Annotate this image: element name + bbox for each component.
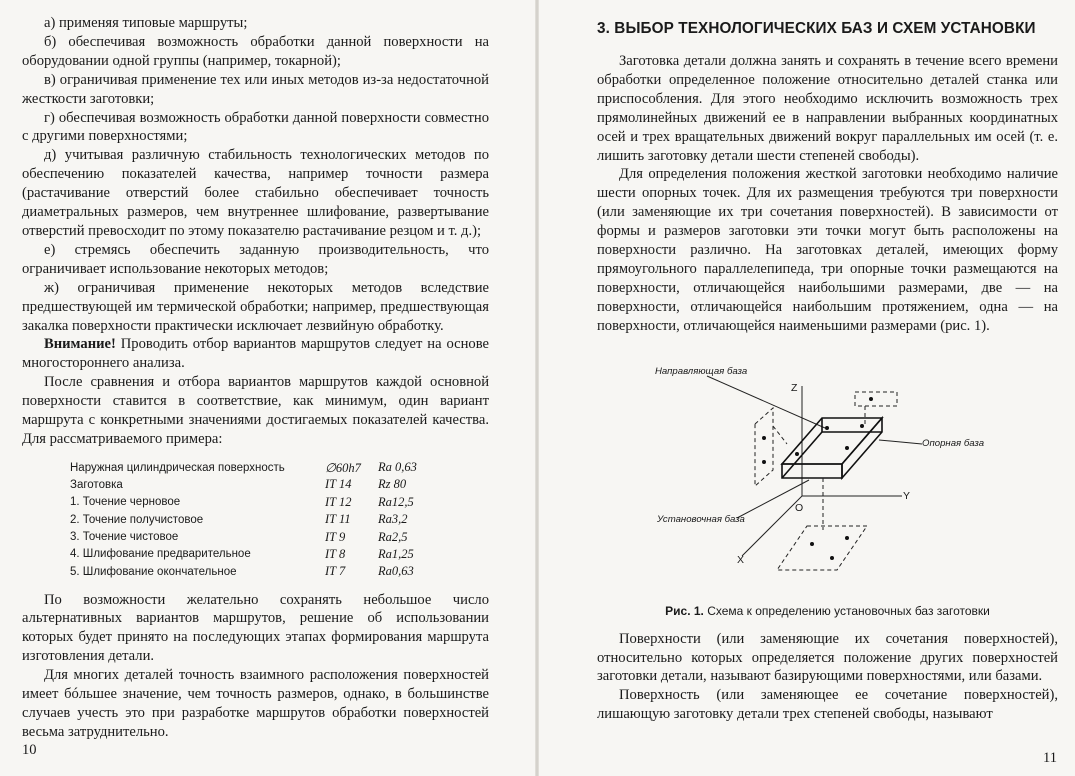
axis-z-label: Z <box>791 381 798 394</box>
table-cell-name: Наружная цилиндрическая поверхность <box>70 461 285 474</box>
label-guide-base: Направляющая база <box>655 365 748 377</box>
table-cell-rough: Ra12,5 <box>378 494 414 509</box>
table-cell-rough: Ra 0,63 <box>378 460 417 475</box>
axis-x-label: X <box>737 553 745 566</box>
list-item-a: а) применяя типовые маршруты; <box>44 15 248 31</box>
table-cell-rough: Ra3,2 <box>378 512 408 527</box>
attention-label: Внимание! <box>44 336 116 353</box>
page-number-right: 11 <box>1043 750 1057 766</box>
table-row <box>70 459 417 476</box>
table-cell-tol: IT 14 <box>325 477 352 492</box>
paragraph-4: Поверхность (или заменяющее ее сочетание поверхностей), лишающую заготовку детали трех степеней свободы, называют <box>597 687 1058 723</box>
table-row <box>70 528 417 545</box>
paragraph-2: Для определения положения жесткой заготовки необходимо наличие шести опорных точек. Для их размещения требуются три поверхности (или заменяющие их три сочетания поверхностей). В зависимости от формы и размеров заготовки эти точки могут быть расположены на поверхности различно. На заготовках деталей, имеющих форму прямоугольного параллелепипеда, три опорные точки размещаются на поверхности, отличающейся наибольшими размерами, две — на поверхности, отличающейся наибольшим протяжением, одна — на поверхности, отличающейся наименьшими размерами (рис. 1). <box>597 166 1058 334</box>
attention-text: Проводить отбор вариантов маршрутов следует на основе многостороннего анализа. <box>22 336 489 372</box>
left-page <box>0 0 537 776</box>
table-cell-rough: Ra2,5 <box>378 529 408 544</box>
base-scheme-diagram <box>597 366 1057 598</box>
paragraph-1: Заготовка детали должна занять и сохранять в течение всего времени обработки определенное положение относительно деталей станка или приспособления. Для этого необходимо исключить возможность трех прямолинейных движений ее в направлении выбранных координатных осей и трех вращательных движений вокруг параллельных им осей (т. е. лишить заготовку детали шести степеней свободы). <box>597 53 1058 164</box>
table-cell-name: 5. Шлифование окончательное <box>70 565 237 578</box>
support-plane <box>855 392 897 406</box>
caption-number: Рис. 1. <box>665 603 704 618</box>
guide-leader <box>707 376 825 428</box>
table-cell-rough: Rz 80 <box>378 477 407 492</box>
workpiece-box <box>782 418 882 478</box>
list-item-d: г) обеспечивая возможность обработки данной поверхности совместно с другими поверхностями; <box>22 109 489 145</box>
table-cell-name: 3. Точение чистовое <box>70 531 179 544</box>
figure-caption <box>597 604 1058 618</box>
caption-text: Схема к определению установочных баз заготовки <box>703 603 990 618</box>
table-cell-name: 4. Шлифование предварительное <box>70 548 251 561</box>
table-cell-tol: IT 8 <box>325 546 346 561</box>
table-cell-name: 1. Точение черновое <box>70 496 181 509</box>
attention-paragraph <box>22 335 489 373</box>
table-row <box>70 494 417 511</box>
list-item-g: ж) ограничивая применение некоторых методов вследствие предшествующей им термической обработки; например, предшествующая закалка поверхности практически исключает лезвийную обработку. <box>22 279 489 334</box>
figure-1 <box>597 366 1057 598</box>
axis-origin-label: O <box>795 501 804 514</box>
table-cell-tol: IT 9 <box>325 529 346 544</box>
section-heading: 3. ВЫБОР ТЕХНОЛОГИЧЕСКИХ БАЗ И СХЕМ УСТАНОВКИ <box>597 20 1036 37</box>
table-cell-tol: IT 12 <box>325 494 352 509</box>
label-install-base: Установочная база <box>657 513 745 525</box>
page-number-left: 10 <box>22 742 37 758</box>
paragraph-accuracy: Для многих деталей точность взаимного расположения поверхностей имеет бóльшее значение, чем точность размеров, однако, в большинстве случаев учесть это при разработке маршрутов обработки поверхностей весьма затруднительно. <box>22 667 489 740</box>
table-row <box>70 511 417 528</box>
paragraph-3: Поверхности (или заменяющие их сочетания поверхностей), относительно которых определяется положение других поверхностей заготовки детали, называют базирующими поверхностями, или базами. <box>597 630 1058 685</box>
table-row <box>70 546 417 563</box>
list-item-e: д) учитывая различную стабильность технологических методов по обеспечению показателей качества, например точности размера (растачивание отверстий более стабильно обеспечивает точность диаметральных размеров, чем внутреннее шлифование, развертывание отверстий превосходит по этому показателю растачивание резцом и т. д.); <box>22 147 489 239</box>
axis-y-label: Y <box>903 489 911 502</box>
paragraph-after-attention: После сравнения и отбора вариантов маршрутов каждой основной поверхности ставится в соответствие, как минимум, один вариант маршрута с конкретными значениями достигаемых показателей качества. Для рассматриваемого примера: <box>22 374 489 447</box>
table-cell-tol: ∅60h7 <box>325 460 361 475</box>
table-cell-rough: Ra0,63 <box>378 564 414 579</box>
table-row <box>70 476 417 493</box>
quality-table <box>70 459 417 581</box>
list-item-b: б) обеспечивая возможность обработки данной поверхности на оборудовании одной группы (например, токарной); <box>22 33 489 69</box>
x-axis-line <box>742 496 802 556</box>
table-cell-name: 2. Точение получистовое <box>70 513 204 526</box>
guide-plane <box>755 408 773 486</box>
table-cell-name: Заготовка <box>70 478 123 491</box>
table-cell-tol: IT 7 <box>325 564 346 579</box>
list-item-c: в) ограничивая применение тех или иных методов из-за недостаточной жесткости заготовки; <box>22 71 489 107</box>
table-row <box>70 563 417 580</box>
install-plane <box>777 526 867 570</box>
table-cell-tol: IT 11 <box>325 512 351 527</box>
list-item-f: е) стремясь обеспечить заданную производительность, что ограничивает использование некоторых методов; <box>22 241 489 277</box>
paragraph-alternatives: По возможности желательно сохранять небольшое число альтернативных вариантов маршрутов, решение об использовании которых будет принято на последующих этапах формирования маршрута изготовления детали. <box>22 591 489 665</box>
support-leader <box>879 440 922 444</box>
label-support-base: Опорная база <box>922 437 985 449</box>
right-page <box>537 0 1075 776</box>
table-cell-rough: Ra1,25 <box>378 546 414 561</box>
